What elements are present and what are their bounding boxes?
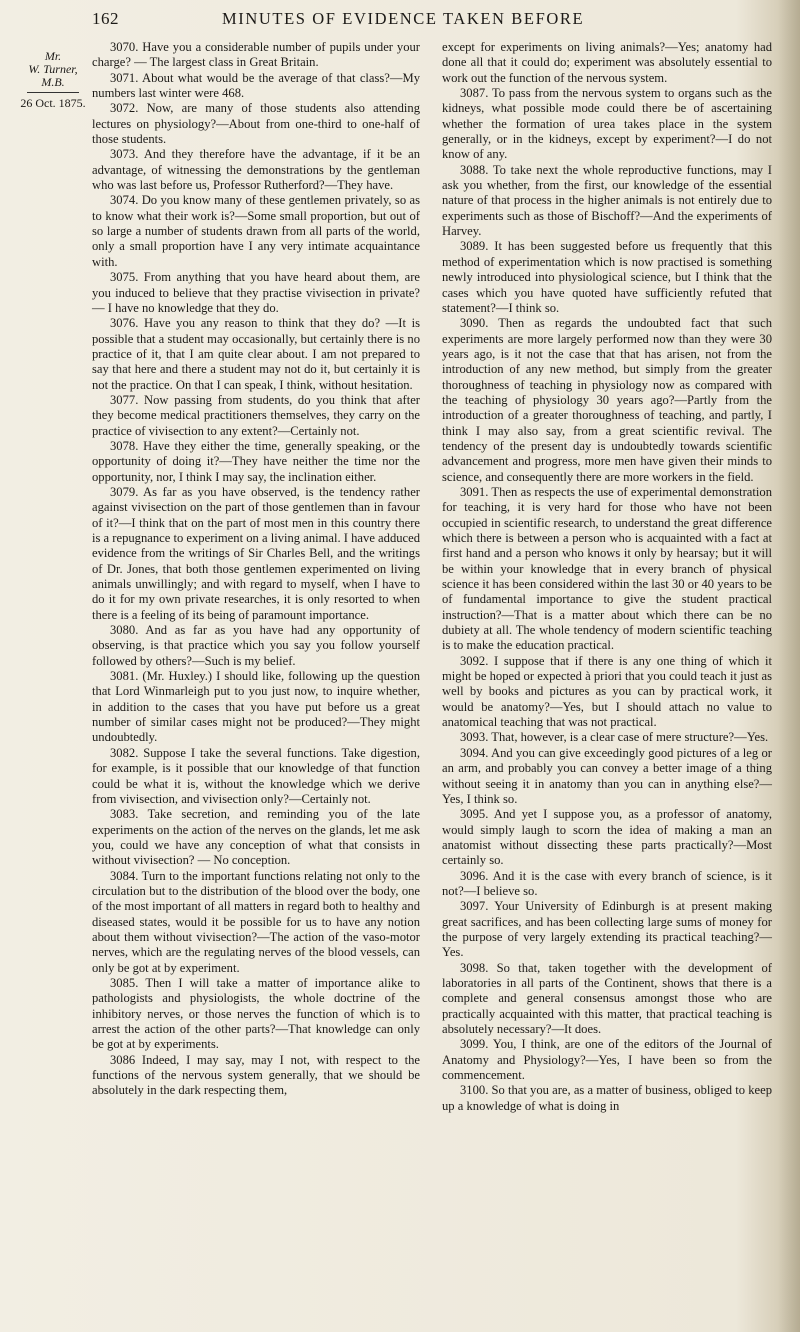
paragraph: 3084. Turn to the important functions relating not only to the circulation but to the distribution of the blood over the body, one of the most important of all matters in regard both to healthy and diseased states, would it be possible for us to have any notion about them without vivisection?—The action of the vaso-motor nerves, which are the regulating nerves of the blood vessels, can only be got at by experiment. <box>92 868 420 975</box>
paragraph: 3091. Then as respects the use of experimental demonstration for teaching, it is very hard for those who have not been occupied in scientific research, to understand the great difference which there is between a person who is acquainted with a fact at first hand and a person who knows it only by hearsay; but it will be within your knowledge that in every branch of physical science it has been considered within the last 30 or 40 years to be of fundamental importance to give the student practical instruction?—That is a matter about which there can be no dubiety at all. The whole tendency of modern scientific teaching is to make the education practical. <box>442 484 772 653</box>
paragraph: 3095. And yet I suppose you, as a professor of anatomy, would simply laugh to scorn the idea of making a man an anatomist without dissecting these parts practically?—Most certainly so. <box>442 807 772 868</box>
left-column <box>92 40 420 1099</box>
paragraph: 3085. Then I will take a matter of importance alike to pathologists and physiologists, the whole doctrine of the inhibitory nerves, or those nerves the function of which is to arrest the action of the other parts?—That knowledge can only be got at by experiments. <box>92 975 420 1052</box>
paragraph: 3093. That, however, is a clear case of mere structure?—Yes. <box>460 730 769 745</box>
paragraph: 3087. To pass from the nervous system to organs such as the kidneys, what possible mode could there be of ascertaining whether the formation of urea takes place in the system generally, or in the kidneys, except by experiment?—I do not know of any. <box>442 86 772 162</box>
paragraph: 3094. And you can give exceedingly good pictures of a leg or an arm, and probably you can convey a better image of a thing without seeing it in anatomy than you can in anything else?—Yes, I think so. <box>442 745 772 806</box>
paragraph: 3096. And it is the case with every branch of science, is it not?—I believe so. <box>442 868 772 898</box>
paragraph: 3100. So that you are, as a matter of business, obliged to keep up a knowledge of what is doing in <box>442 1083 772 1113</box>
paragraph: 3083. Take secretion, and reminding you of the late experiments on the action of the nerves on the glands, let me ask you, could we have any conception of what that consists in without vivisection? — No conception. <box>92 807 420 868</box>
paragraph: 3098. So that, taken together with the development of laboratories in all parts of the Continent, shows that there is a complete and general consensus amongst those who are practically acquainted with this matter, that practical teaching is absolutely necessary?—It does. <box>442 960 772 1036</box>
witness-title: Mr. <box>44 49 62 63</box>
paragraph: 3082. Suppose I take the several functions. Take digestion, for example, is it possible that our knowledge of that function could be what it is, without the knowledge which we derive from vivisection, and vivisection only?—Certainly not. <box>92 745 420 806</box>
paragraph: 3072. Now, are many of those students also attending lectures on physiology?—About from one-third to one-half of those students. <box>92 101 420 147</box>
margin-rule <box>27 92 79 93</box>
paragraph: 3074. Do you know many of these gentlemen privately, so as to know what their work is?—Some small proportion, but out of so large a number of students drawn from all parts of the world, only a small proportion have I any very intimate acquaintance with. <box>92 193 420 269</box>
page-number: 162 <box>92 9 119 28</box>
paragraph: 3089. It has been suggested before us frequently that this method of experimentation which is now practised is something newly introduced into physiological science, but I think that the cases which you have quoted have sufficiently refuted that statement?—I think so. <box>442 239 772 315</box>
paragraph: 3086 Indeed, I may say, may I not, with respect to the functions of the nervous system generally, that we should be absolutely in the dark respecting them, <box>92 1052 420 1098</box>
witness-degree: M.B. <box>41 75 65 89</box>
paragraph: 3081. (Mr. Huxley.) I should like, following up the question that Lord Winmarleigh put to you just now, to inquire whether, in addition to the cases that you have put before us a great number of similar cases might not be produced?—They might undoubtedly. <box>92 669 420 745</box>
paragraph: 3071. About what would be the average of that class?—My numbers last winter were 468. <box>92 70 420 101</box>
paragraph: 3077. Now passing from students, do you think that after they become medical practitioners themselves, they carry on the practice of vivisection to any extent?—Certainly not. <box>92 392 420 438</box>
margin-note <box>18 50 88 110</box>
running-head: MINUTES OF EVIDENCE TAKEN BEFORE <box>222 9 585 28</box>
witness-name: W. Turner, <box>28 62 78 76</box>
paragraph: 3078. Have they either the time, generally speaking, or the opportunity of doing it?—They have neither the time nor the opportunity, nor, I think I may say, the inclination either. <box>92 438 420 484</box>
paragraph: except for experiments on living animals?—Yes; anatomy had done all that it could do; experiment was absolutely essential to work out the function of the nervous system. <box>442 40 772 85</box>
paragraph: 3097. Your University of Edinburgh is at present making great sacrifices, and has been collecting large sums of money for the purpose of very largely extending its practical teaching?—Yes. <box>442 899 772 960</box>
paragraph: 3073. And they therefore have the advantage, if it be an advantage, of witnessing the demonstrations by the gentleman who was last before us, Professor Rutherford?—They have. <box>92 147 420 193</box>
paragraph: 3088. To take next the whole reproductive functions, may I ask you whether, from the first, our knowledge of the essential nature of that process in the higher animals is not entirely due to experiments such as those of Bischoff?—And the experiments of Harvey. <box>442 162 772 239</box>
paragraph: 3070. Have you a considerable number of pupils under your charge? — The largest class in Great Britain. <box>92 40 420 70</box>
paragraph: 3092. I suppose that if there is any one thing of which it might be hoped or expected à priori that you could teach it just as well by books and pictures as you can by practical work, it would be anatomy?—Yes, but I should attach no value to anatomical teaching that was not practical. <box>442 653 772 730</box>
paragraph: 3076. Have you any reason to think that they do? —It is possible that a student may occasionally, but certainly there is no practice of it, that I am quite clear about. I am not prepared to say that here and there a student may not do it, but certainly it is not the practice. On that I can speak, I think, without hesitation. <box>92 316 420 392</box>
margin-date: 26 Oct. 1875. <box>20 96 86 110</box>
paragraph: 3090. Then as regards the undoubted fact that such experiments are more largely performed now than they were 30 years ago, is it not the case that that has arisen, not from the introduction of any new method, but simply from the greater thoroughness of teaching in physiology now as compared with the teaching of physiology 30 years ago?—Partly from the introduction of a greater thoroughness of teaching, and partly, I think I may also say, from a great scientific revival. The tendency of the present day is undoubtedly towards scientific advancement and progress, more men have given their minds to science, and consequently there are more workers in the field. <box>442 316 772 484</box>
paragraph: 3079. As far as you have observed, is the tendency rather against vivisection on the part of those gentlemen than in favour of it?—I think that on the part of most men in this country there is a repugnance to experiment on a living animal. I have adduced evidence from the writings of Sir Charles Bell, and the writings of Dr. Jones, that both those gentlemen experimented on living animals unwillingly; and with regard to myself, when I have to do it for my own private researches, it is only resorted to when there is a feeling of its being of paramount importance. <box>92 484 421 622</box>
paragraph: 3099. You, I think, are one of the editors of the Journal of Anatomy and Physiology?—Yes, I have been so from the commencement. <box>442 1037 772 1083</box>
right-column <box>442 40 772 1114</box>
paragraph: 3075. From anything that you have heard about them, are you induced to believe that they practise vivisection in private? — I have no knowledge that they do. <box>92 270 420 315</box>
page-edge-shadow <box>778 0 800 1332</box>
paragraph: 3080. And as far as you have had any opportunity of observing, is that practice which you say you follow yourself followed by others?—Such is my belief. <box>92 623 420 668</box>
